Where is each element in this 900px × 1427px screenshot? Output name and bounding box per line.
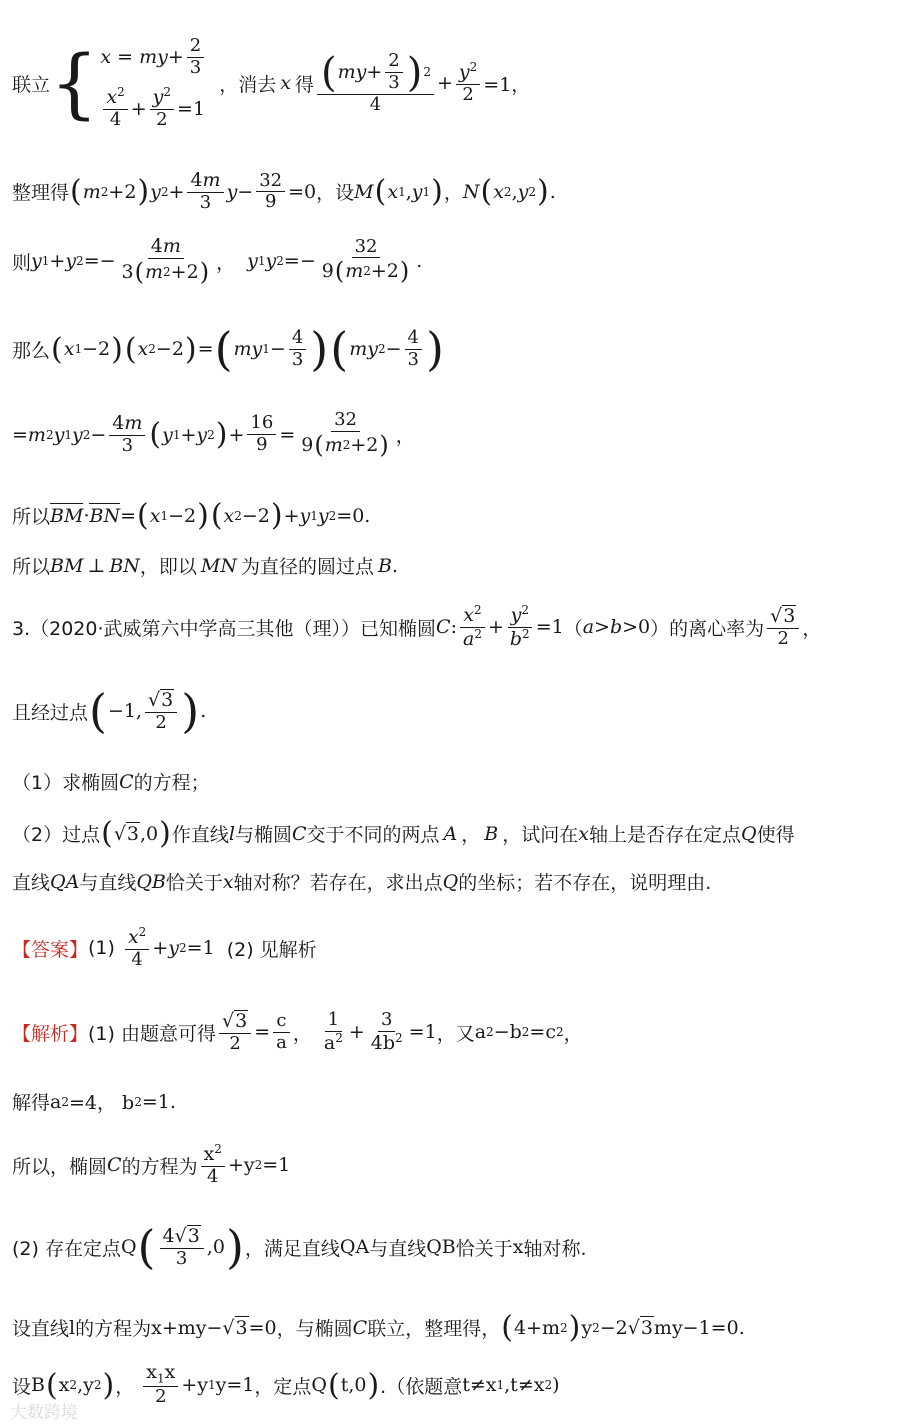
analysis-line5: 设直线 l 的方程为 x+my− √ 3 =0 ，与椭圆 C 联立，整理得， ( 4+m 2 ) y 2 −2 √ 3 my−1=0. xyxy=(12,1310,745,1345)
vector-BN: BN xyxy=(89,504,121,527)
line-simplify: 整理得 ( m 2 +2 ) y 2 + $\frac{4m}{3}$ y − $\frac{32}{9}$ =0 ，设 M ( x 1 , y 1 ) ， N ( x 2 , y 2 ) . xyxy=(12,169,556,213)
answer-part1: (1) xyxy=(88,937,115,960)
problem3-q1: （1）求椭圆 C 的方程； xyxy=(12,768,210,795)
text-defangcheng: 的方程为 xyxy=(75,1318,152,1340)
text-shezhixian: 设直线 xyxy=(12,1318,70,1340)
text-de: 得 xyxy=(294,73,314,96)
line-expand: = m 2 y 1 y 2 − $\frac{4m}{3}$ ( y 1 + y 2 ) + $\frac{16}{9}$ = 32 9 ( m 2 +2 ) ， xyxy=(12,409,415,459)
text-manzu: ，满足直线 xyxy=(244,1237,340,1260)
text-shiwen: ，试问在 xyxy=(502,824,579,846)
analysis-line4: (2) 存在定点 Q ( 4 √ 3 3 ,0 ) ，满足直线 QA 与直线 QB 恰关于 x 轴对称. xyxy=(12,1220,587,1274)
text-duicheng: 轴对称. xyxy=(523,1237,587,1260)
problem3-title: 3.（2020·武威第六中学高三其他（理））已知椭圆 C : $\frac{x^2}{a^2}$ + $\frac{y^2}{b^2}$ =1 （ a > b >0 ）的离心率为 √ 3 2 ， xyxy=(12,603,822,650)
text-circle: 为直径的圆过点 xyxy=(241,556,375,578)
text-yutuoyuan: 与椭圆 xyxy=(234,824,292,846)
answer-part2: (2) 见解析 xyxy=(226,938,317,961)
text-qiaguanyu-2: 恰关于 xyxy=(455,1237,513,1260)
text-xiaoqu: ，消去 xyxy=(219,73,277,96)
text-suoyi-tuoyuan: 所以，椭圆 xyxy=(12,1155,108,1178)
text-she: ，设 xyxy=(316,182,355,205)
fraction-substituted: ( my + $\frac{2}{3}$ ) 2 4 xyxy=(317,51,434,115)
brace: { xyxy=(50,38,99,128)
text-qiaguanyu: 恰关于 xyxy=(165,872,223,894)
text-zhengli: 整理得 xyxy=(12,182,70,205)
analysis-label: 【解析】 xyxy=(12,1022,89,1045)
var-x: x xyxy=(280,72,291,95)
line-product: 那么 ( x 1 −2 ) ( x 2 −2 ) = ( my 1 − $\frac{4}{3}$ ) ( my 2 − $\frac{4}{3}$ ) xyxy=(12,322,444,376)
var-BM: BM xyxy=(50,554,84,577)
text-zhixian: 直线 xyxy=(12,872,51,894)
text-yitiyi: .（依题意 xyxy=(380,1375,463,1398)
question-1: （1）求椭圆 xyxy=(12,772,120,794)
text-you: ，又 xyxy=(436,1022,475,1045)
cond-close: ）的离心率为 xyxy=(650,617,765,640)
text-suoyi-2: 所以 xyxy=(12,556,51,578)
line-vieta: 则 y 1 + y 2 =− 4m 3 ( m 2 +2 ) ， y 1 y 2 =− 32 9 ( m 2 +2 ) . xyxy=(12,235,423,286)
text-cunzai: (2) 存在定点 xyxy=(12,1237,121,1260)
text-jiyi: ，即以 xyxy=(139,556,197,578)
var-N: N xyxy=(462,180,480,203)
question-2: （2）过点 xyxy=(12,824,101,846)
text-fangcheng: 的方程为 xyxy=(121,1155,198,1178)
analysis-line2: 解得 a 2 =4， b 2 =1. xyxy=(12,1088,176,1115)
text-lianli-2: 联立，整理得， xyxy=(367,1318,501,1340)
text-dingdian: 轴上是否存在定点 xyxy=(589,824,742,846)
text-jiede: 解得 xyxy=(12,1092,51,1114)
cond-open: （ xyxy=(563,617,583,640)
text-name: 那么 xyxy=(12,339,51,362)
answer-line: 【答案】 (1) $\frac{x^2}{4}$ + y 2 =1 (2) 见解析 xyxy=(12,925,317,970)
vector-BM: BM xyxy=(50,504,84,527)
line-system: 联立 { x = my + $\frac{2}{3}$ $\frac{x^2}{4}$ + $\frac{y^2}{2}$ =1 ，消去 x 得 ( my + $\frac{2}{3}$ ) 2 4 + $\frac{y^2}{2}$ =1， xyxy=(12,35,531,131)
text-shide: 使得 xyxy=(756,824,795,846)
text-zuozhixian: 作直线 xyxy=(171,824,229,846)
text-she-2: 设 xyxy=(12,1375,32,1398)
text-yutuoyuan-2: ，与椭圆 xyxy=(276,1318,353,1340)
text-ze: 则 xyxy=(12,251,32,274)
var-MN: MN xyxy=(200,554,238,577)
var-BN: BN xyxy=(109,554,140,577)
line-conclusion xyxy=(12,552,398,579)
text-yuzhixian-2: 与直线 xyxy=(369,1237,427,1260)
text-yuzhixian: 与直线 xyxy=(79,872,137,894)
problem3-q2-cont: 直线 QA 与直线 QB 恰关于 x 轴对称？若存在，求出点 Q 的坐标；若不存在，说明理由. xyxy=(12,868,711,895)
text-lianli: 联立 xyxy=(12,73,51,96)
line-dot-product: 所以 BM · BN = ( x 1 −2 ) ( x 2 −2 ) + y 1 y 2 =0. xyxy=(12,498,371,533)
question-1-tail: 的方程； xyxy=(133,772,210,794)
var-M: M xyxy=(354,180,374,203)
text-dingdianQ: ，定点 xyxy=(254,1375,312,1398)
text-ruocunzai: 轴对称？若存在，求出点 xyxy=(233,872,443,894)
problem-number: 3.（2020·武威第六中学高三其他（理））已知椭圆 xyxy=(12,617,437,640)
point-B: B. xyxy=(378,554,399,577)
analysis-line3: 所以，椭圆 C 的方程为 $\frac{x^2}{4}$ +y 2 =1 xyxy=(12,1142,291,1187)
analysis-step1: (1) 由题意可得 xyxy=(88,1022,216,1045)
text-suoyi: 所以 xyxy=(12,506,51,528)
analysis-line1: 【解析】 (1) 由题意可得 √ 3 2 = $\frac{c}{a}$ ， $\frac{1}{a^2}$ + $\frac{3}{4b^2}$ =1 ，又 a 2 −b 2 =c 2 ， xyxy=(12,1009,583,1054)
answer-label: 【答案】 xyxy=(12,938,89,961)
problem3-q2: （2）过点 ( √ 3 ,0 ) 作直线 l 与椭圆 C 交于不同的两点 A ， B ，试问在 x 轴上是否存在定点 Q 使得 xyxy=(12,816,795,851)
watermark: 大数跨境 xyxy=(10,1403,78,1423)
text-passes: 且经过点 xyxy=(12,701,89,724)
perp-symbol: ⊥ xyxy=(87,554,106,577)
text-zuobiao: 的坐标；若不存在，说明理由. xyxy=(458,872,712,894)
problem3-point: 且经过点 ( −1, √ 3 2 ) . xyxy=(12,684,207,738)
text-jiaoyu: 交于不同的两点 xyxy=(306,824,440,846)
analysis-line6: 设 B ( x 2 ,y 2 ) ， $\frac{x_1x}{2}$ +y 1 y=1 ，定点 Q ( t,0 ) .（依题意 t≠x 1 ,t≠x 2 ) xyxy=(12,1361,560,1408)
equation-system: x = my + $\frac{2}{3}$ $\frac{x^2}{4}$ + $\frac{y^2}{2}$ =1 xyxy=(100,35,206,131)
var-C: C xyxy=(436,616,451,639)
